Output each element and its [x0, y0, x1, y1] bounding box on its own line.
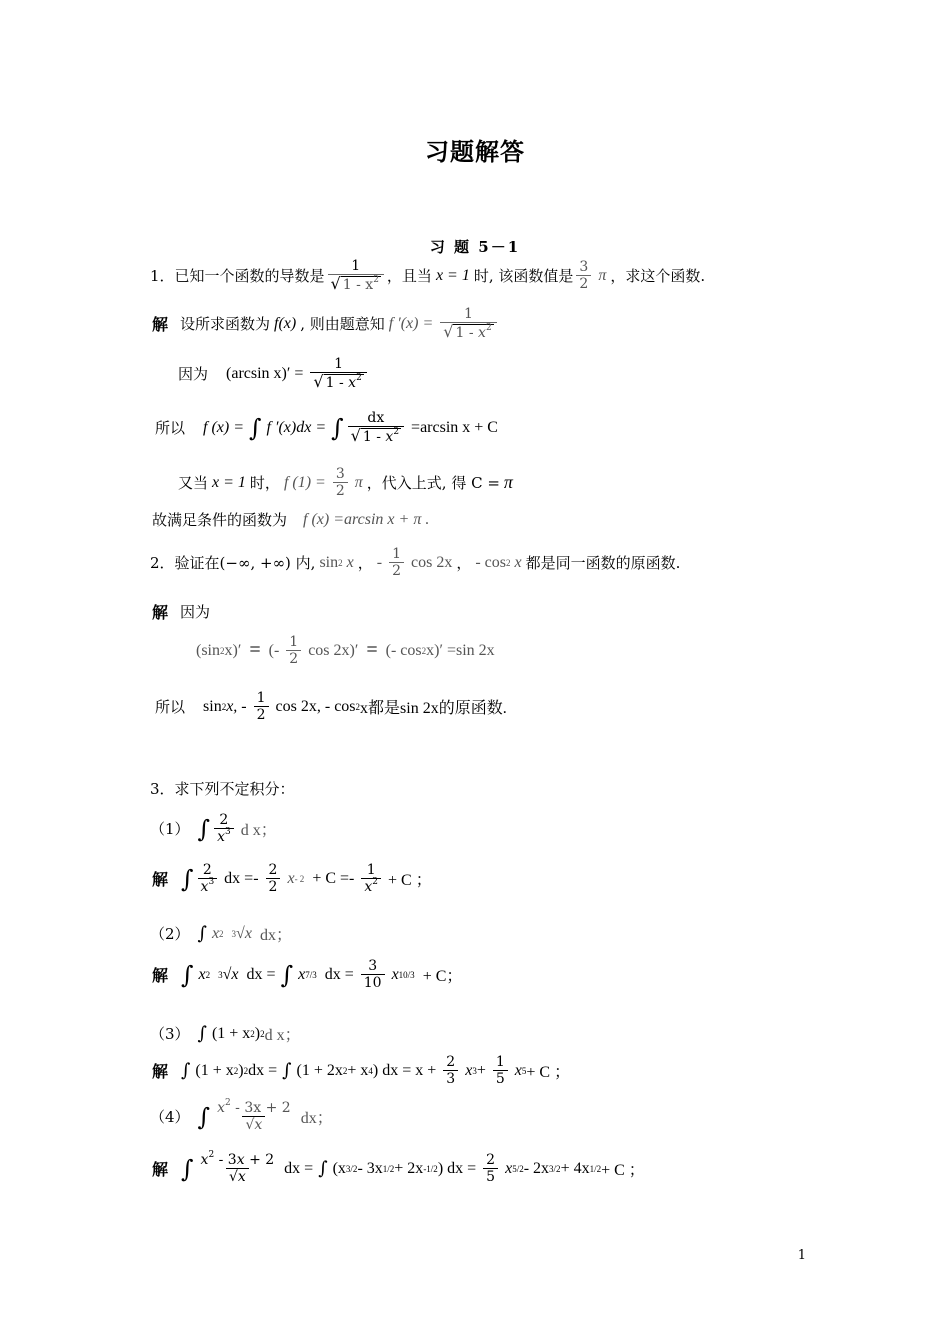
- q3-s2-a3: + C；: [422, 968, 463, 986]
- q3-s1-a3: + C =-: [312, 869, 355, 887]
- q3-s4-a8: + 4x: [560, 1159, 590, 1177]
- question-1: [150, 258, 705, 293]
- question-2: 2．验证在(−∞, +∞) 内, sin 2 x ， - $\frac{1}{2}$ cos 2x ， - cos 2 x 都是同一函数的原函数.: [150, 546, 681, 580]
- q3-s4-a5: ) dx =: [437, 1159, 477, 1177]
- q1-text-c: 时, 该函数值是: [473, 267, 574, 286]
- a2-cb: x, -: [226, 697, 247, 715]
- q3-s1-a: dx =-: [224, 869, 259, 887]
- q2-sin: sin: [319, 553, 339, 571]
- q3-s4-a: dx =: [284, 1159, 314, 1177]
- answer-label: 解: [152, 315, 169, 335]
- q2-text-b: 都是同一函数的原函数.: [525, 554, 681, 573]
- q3-part-4: （4） ∫ $\frac{x^2 - 3x + 2}{√x}$ dx；: [150, 1098, 333, 1134]
- a1-again-c: ，代入上式, 得 C =: [366, 474, 500, 493]
- a2-p3: (- cos: [385, 641, 422, 659]
- answer-1-line-2: [178, 356, 370, 391]
- a1-again-b: 时，: [249, 474, 280, 493]
- a1-fx-eq: f (x) =: [203, 418, 245, 436]
- q3-part-3: （3） ∫ (1 + x 2 ) 2 d x；: [150, 1022, 301, 1044]
- q3-s4-num2: - 3x + 2: [230, 1100, 291, 1116]
- a2-cc: cos 2x, - cos: [275, 697, 356, 715]
- q3-p4: （4）: [150, 1108, 190, 1127]
- q3-s3-a: (1 + x: [195, 1061, 234, 1079]
- a1-because: 因为: [178, 365, 209, 384]
- q3-s2-a2: dx =: [324, 965, 354, 983]
- answer-1-line-5: [152, 509, 433, 530]
- q3-part-2: （2） ∫ x 2 3 √ x dx；: [150, 922, 292, 944]
- q1-sqrt: 1 - x: [342, 277, 374, 294]
- page-number: 1: [797, 1248, 806, 1263]
- q3-s4-a9: + C ；: [601, 1162, 645, 1180]
- integral-sign: ∫: [331, 413, 344, 442]
- q3-s1-a4: + C ；: [388, 872, 432, 890]
- q1-frac-num: 1: [351, 258, 361, 274]
- q3-s2-q: dx；: [259, 927, 292, 944]
- q1-text-a: 1．已知一个函数的导数是: [150, 267, 325, 286]
- q3-s3-q3: d x；: [264, 1027, 301, 1044]
- answer-2-line-1: [152, 600, 210, 623]
- q3-answer-2: 解 ∫ x 2 3 √ x dx = ∫ x 7/3 dx = $\frac{3}{10}$ x 10/3 + C；: [152, 958, 463, 992]
- a1-fraction-4: $\frac{3}{2}$: [333, 466, 348, 499]
- q3-p3: （3）: [150, 1025, 190, 1043]
- a1-line1: 设所求函数为: [180, 315, 271, 334]
- a2-because: 因为: [180, 603, 211, 621]
- q2-neg: -: [376, 553, 383, 571]
- answer-label: 解: [152, 870, 169, 890]
- question-3: [150, 778, 295, 799]
- a1-dx: dx: [367, 410, 385, 426]
- integral-sign: ∫: [249, 413, 262, 442]
- q1-value-fraction: [576, 259, 591, 292]
- a1-fx: f(x): [274, 314, 297, 332]
- a1-result: =arcsin x + C: [411, 418, 498, 436]
- q3-s4-a6: x: [505, 1159, 513, 1177]
- a1-fraction-3: dx √ $1 - x^2$: [348, 410, 404, 445]
- q1-two: 2: [576, 275, 591, 292]
- q1-text-d: ，求这个函数.: [610, 267, 706, 286]
- q3-s1-q: d x；: [240, 822, 277, 840]
- a1-fraction-1: 1 √ $1 - x^2$: [440, 306, 496, 341]
- a1-f1: f (1) =: [283, 473, 326, 491]
- q1-derivative-fraction: 1 √ $1 - x^2$: [328, 258, 384, 293]
- a1-x-eq: x = 1: [212, 473, 246, 491]
- q3-s4-q: dx；: [300, 1110, 333, 1128]
- q3-s3-q: (1 + x: [211, 1024, 251, 1042]
- q3-answer-3: 解 ∫ (1 + x 2 ) 2 dx = ∫ (1 + 2x 2 + x 4 ) dx = x + $\frac{2}{3}$ x 3 + $\frac{1}{5}$ x 5 + C ；: [152, 1054, 571, 1088]
- a1-again: 又当: [178, 474, 209, 493]
- a1-conclude: 故满足条件的函数为: [152, 511, 288, 529]
- q2-x: x: [346, 553, 354, 571]
- q3-s3-a4: (1 + 2x: [296, 1061, 343, 1079]
- a1-so: 所以: [155, 419, 186, 438]
- q3-s3-a9: x: [514, 1061, 522, 1079]
- q3-s3-a2: ): [238, 1061, 244, 1079]
- q2-sep: ，: [357, 554, 373, 573]
- q3-s3-a10: + C ；: [526, 1064, 571, 1082]
- a1-final: f (x) =arcsin x + π .: [303, 510, 430, 528]
- page-title: 习题解答: [425, 138, 525, 166]
- a1-arcsin-deriv: (arcsin x)′ =: [226, 364, 304, 382]
- q3-answer-1: 解 ∫ $\frac{2}{x^3}$ dx =- $\frac{2}{2}$ x - 2 + C =- $\frac{1}{x^2}$ + C ；: [152, 862, 432, 896]
- q3-part-1: （1） ∫ $\frac{2}{x^3}$ d x；: [150, 812, 277, 846]
- a1-int-fprime: f ′(x)dx =: [266, 418, 327, 436]
- answer-2-equation: (sin 2 x)′ = (- $\frac{1}{2}$ cos 2x)′ = (- cos 2 x)′ =sin 2x: [196, 634, 495, 668]
- q3-p2: （2）: [150, 925, 190, 943]
- q1-three: 3: [579, 259, 589, 276]
- a1-pi: π: [503, 472, 513, 493]
- q3-s3-a6: ) dx = x +: [372, 1061, 437, 1079]
- q2-cos2x: cos 2x: [411, 553, 453, 571]
- q3-text: 3．求下列不定积分：: [150, 780, 295, 798]
- a2-cd: x都是sin 2x的原函数.: [360, 700, 507, 718]
- a2-p3b: x)′ =sin 2x: [426, 641, 495, 659]
- answer-1-line-3: [155, 410, 502, 445]
- q1-pi: π: [598, 266, 607, 284]
- q1-text-b: ，且当: [386, 267, 432, 286]
- a2-p2b: cos 2x)′: [308, 641, 359, 659]
- a2-ca: sin: [203, 697, 222, 715]
- answer-2-conclusion: 所以 sin 2 x, - $\frac{1}{2}$ cos 2x, - cos 2 x都是sin 2x的原函数.: [155, 690, 507, 724]
- a1-fraction-2: 1 √ $1 - x^2$: [310, 356, 366, 391]
- a2-so: 所以: [155, 698, 186, 717]
- answer-1-line-4: 又当 x = 1 时， f (1) = $\frac{3}{2}$ π ，代入上式, 得 C = π: [178, 466, 513, 500]
- q3-s1-a2: x: [287, 869, 295, 887]
- a2-p1: (sin: [196, 641, 220, 659]
- q3-s3-a3: dx =: [248, 1061, 278, 1079]
- q3-s4-a3: - 3x: [357, 1159, 383, 1177]
- answer-label: 解: [152, 603, 169, 622]
- q3-s3-q2: ): [254, 1024, 261, 1042]
- q3-s2-a: dx =: [246, 965, 276, 983]
- a1-fprime: f ′(x) =: [388, 314, 434, 332]
- q3-s3-a7: x: [465, 1061, 473, 1079]
- a2-p1b: x)′: [224, 641, 242, 659]
- q3-s4-a4: + 2x: [394, 1159, 424, 1177]
- q1-x-eq: x = 1: [435, 266, 470, 284]
- q3-s4-a7: - 2x: [523, 1159, 550, 1177]
- q3-s3-a5: + x: [347, 1061, 369, 1079]
- answer-1-line-1: [152, 306, 500, 341]
- a2-p2: (-: [268, 641, 280, 659]
- q3-s4-a2: (x: [332, 1159, 346, 1177]
- q3-answer-4: 解 ∫ $\frac{x^2 - 3x + 2}{√x}$ dx = ∫ (x 3/2 - 3x 1/2 + 2x -1/2 ) dx = $\frac{2}{5}$ x 5/2 - 2x 3/2 + 4x 1/2 + C ；: [152, 1150, 645, 1186]
- a1-line1b: , 则由题意知: [300, 315, 385, 334]
- q3-s4-num: x: [217, 1100, 225, 1116]
- a2-eq-sign: =: [249, 639, 261, 662]
- q3-s3-a8: +: [476, 1061, 486, 1079]
- q3-p1: （1）: [150, 820, 190, 839]
- q2-half: $\frac{1}{2}$: [389, 546, 404, 579]
- section-heading: 习 题 5－1: [429, 238, 521, 256]
- q2-neg-cos: - cos: [475, 553, 506, 571]
- q2-text-a: 2．验证在(−∞, +∞) 内,: [150, 554, 316, 573]
